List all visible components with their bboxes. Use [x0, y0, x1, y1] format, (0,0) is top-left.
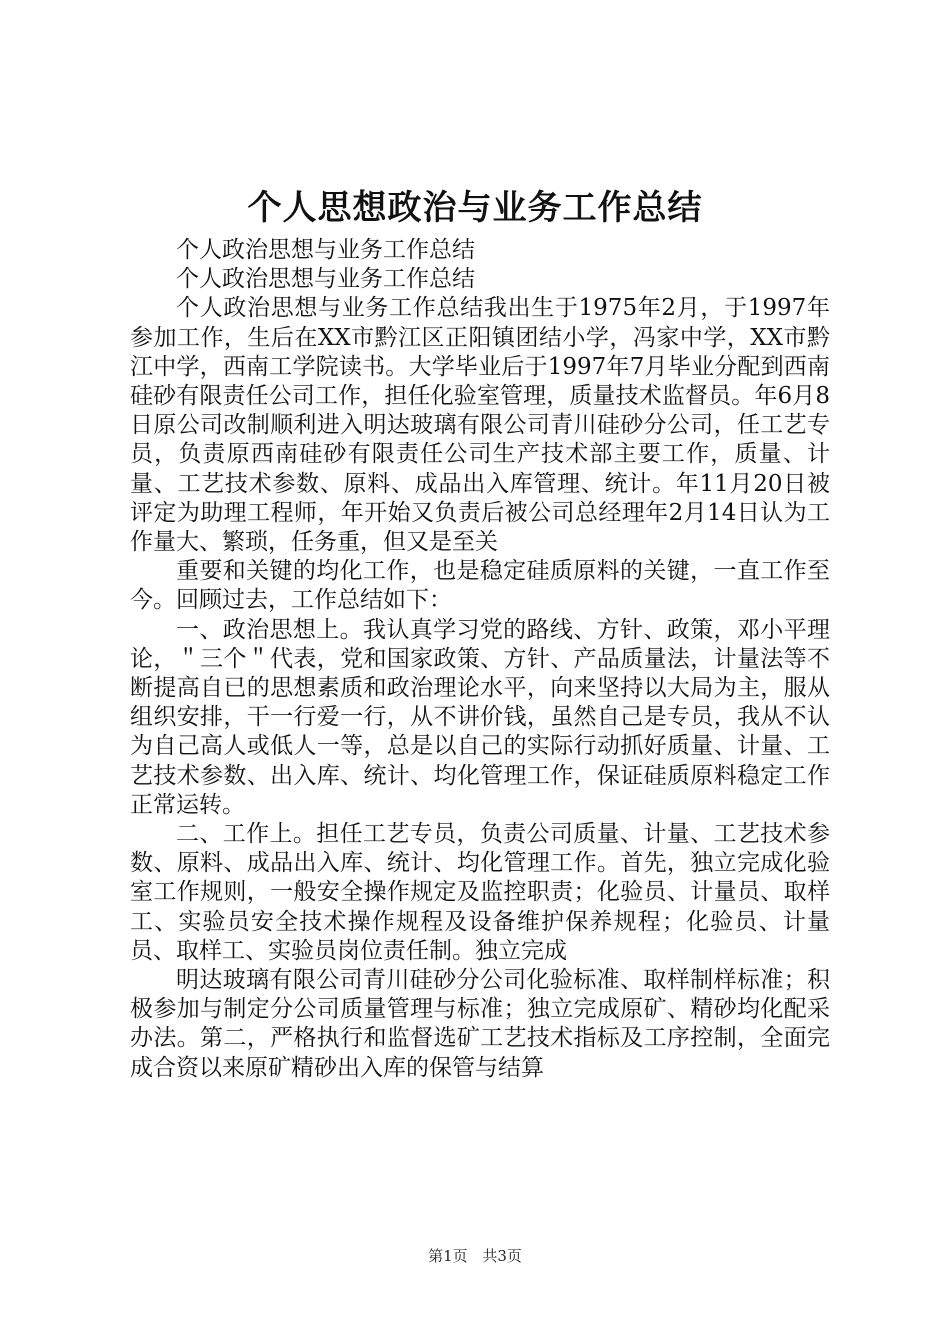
page-number: 第1页: [428, 1247, 468, 1265]
document-body: [130, 236, 830, 1083]
paragraph: 一、政治思想上。我认真学习党的路线、方针、政策，邓小平理论，＂三个＂代表，党和国家政策、方针、产品质量法，计量法等不断提高自已的思想素质和政治理论水平，向来坚持以大局为主，服从组织安排，干一行爱一行，从不讲价钱，虽然自己是专员，我从不认为自己高人或低人一等，总是以自己的实际行动抓好质量、计量、工艺技术参数、出入库、统计、均化管理工作，保证硅质原料稳定工作正常运转。: [130, 616, 830, 818]
paragraph: 明达玻璃有限公司青川硅砂分公司化验标准、取样制样标准；积极参加与制定分公司质量管理与标准；独立完成原矿、精砂均化配采办法。第二，严格执行和监督选矿工艺技术指标及工序控制，全面完成合资以来原矿精砂出入库的保管与结算: [130, 967, 830, 1081]
page-total: 共3页: [482, 1247, 522, 1265]
paragraph: 个人政治思想与业务工作总结我出生于1975年2月，于1997年参加工作，生后在XX市黔江区正阳镇团结小学，冯家中学，XX市黔江中学，西南工学院读书。大学毕业后于1997年7月毕业分配到西南硅砂有限责任公司工作，担任化验室管理，质量技术监督员。年6月8日原公司改制顺利进入明达玻璃有限公司青川硅砂分公司，任工艺专员，负责原西南硅砂有限责任公司生产技术部主要工作，质量、计量、工艺技术参数、原料、成品出入库管理、统计。年11月20日被评定为助理工程师，年开始又负责后被公司总经理年2月14日认为工作量大、繁琐，任务重，但又是至关: [130, 295, 830, 556]
document-title: 个人思想政治与业务工作总结: [247, 188, 703, 228]
paragraph: 个人政治思想与业务工作总结: [176, 266, 475, 293]
page-footer: [0, 1246, 950, 1266]
paragraph: 个人政治思想与业务工作总结: [176, 237, 475, 263]
paragraph: 重要和关键的均化工作，也是稳定硅质原料的关键，一直工作至今。回顾过去，工作总结如下：: [130, 558, 830, 614]
paragraph: 二、工作上。担任工艺专员，负责公司质量、计量、工艺技术参数、原料、成品出入库、统计、均化管理工作。首先，独立完成化验室工作规则，一般安全操作规定及监控职责；化验员、计量员、取样工、实验员安全技术操作规程及设备维护保养规程；化验员、计量员、取样工、实验员岗位责任制。独立完成: [130, 821, 830, 964]
